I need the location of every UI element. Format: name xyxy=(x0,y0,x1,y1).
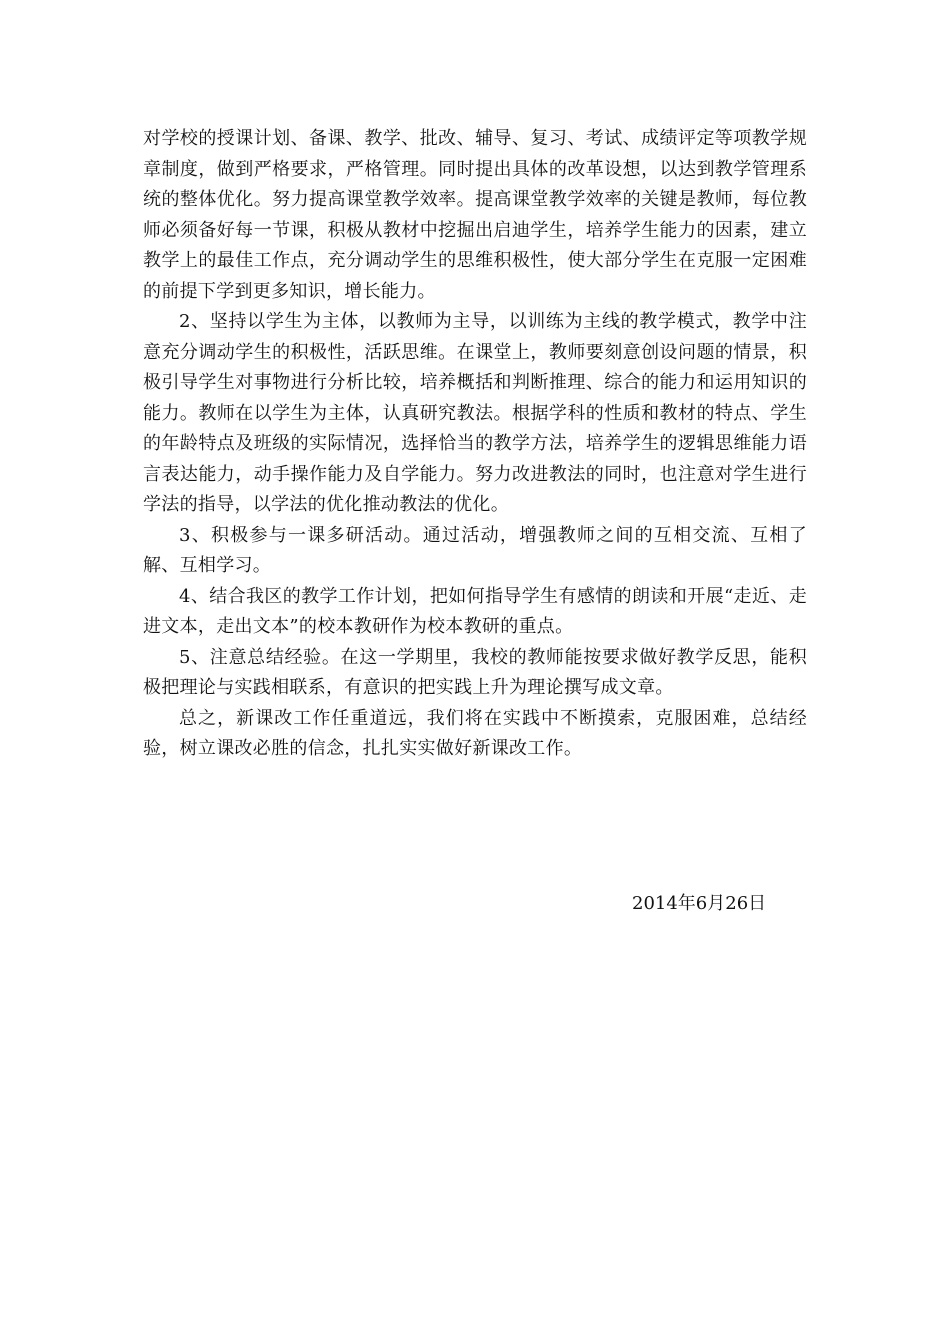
paragraph-item-3: 3、积极参与一课多研活动。通过活动，增强教师之间的互相交流、互相了解、互相学习。 xyxy=(143,524,807,576)
paragraph-conclusion: 总之，新课改工作任重道远，我们将在实践中不断摸索，克服困难，总结经验，树立课改必胜的信念，扎扎实实做好新课改工作。 xyxy=(143,707,807,759)
document-body xyxy=(143,124,807,765)
paragraph-continuation: 对学校的授课计划、备课、教学、批改、辅导、复习、考试、成绩评定等项教学规章制度，做到严格要求，严格管理。同时提出具体的改革设想，以达到教学管理系统的整体优化。努力提高课堂教学效率。提高课堂教学效率的关键是教师，每位教师必须备好每一节课，积极从教材中挖掘出启迪学生，培养学生能力的因素，建立教学上的最佳工作点，充分调动学生的思维积极性，使大部分学生在克服一定困难的前提下学到更多知识，增长能力。 xyxy=(143,128,807,302)
document-date: 2014年6月26日 xyxy=(632,893,767,914)
paragraph-item-5: 5、注意总结经验。在这一学期里，我校的教师能按要求做好教学反思，能积极把理论与实践相联系，有意识的把实践上升为理论撰写成文章。 xyxy=(143,646,807,698)
paragraph-item-2: 2、坚持以学生为主体，以教师为主导，以训练为主线的教学模式，教学中注意充分调动学生的积极性，活跃思维。在课堂上，教师要刻意创设问题的情景，积极引导学生对事物进行分析比较，培养概括和判断推理、综合的能力和运用知识的能力。教师在以学生为主体，认真研究教法。根据学科的性质和教材的特点、学生的年龄特点及班级的实际情况，选择恰当的教学方法，培养学生的逻辑思维能力语言表达能力，动手操作能力及自学能力。努力改进教法的同时，也注意对学生进行学法的指导，以学法的优化推动教法的优化。 xyxy=(143,311,807,515)
paragraph-item-4: 4、结合我区的教学工作计划，把如何指导学生有感情的朗读和开展“走近、走进文本，走出文本”的校本教研作为校本教研的重点。 xyxy=(143,585,807,637)
